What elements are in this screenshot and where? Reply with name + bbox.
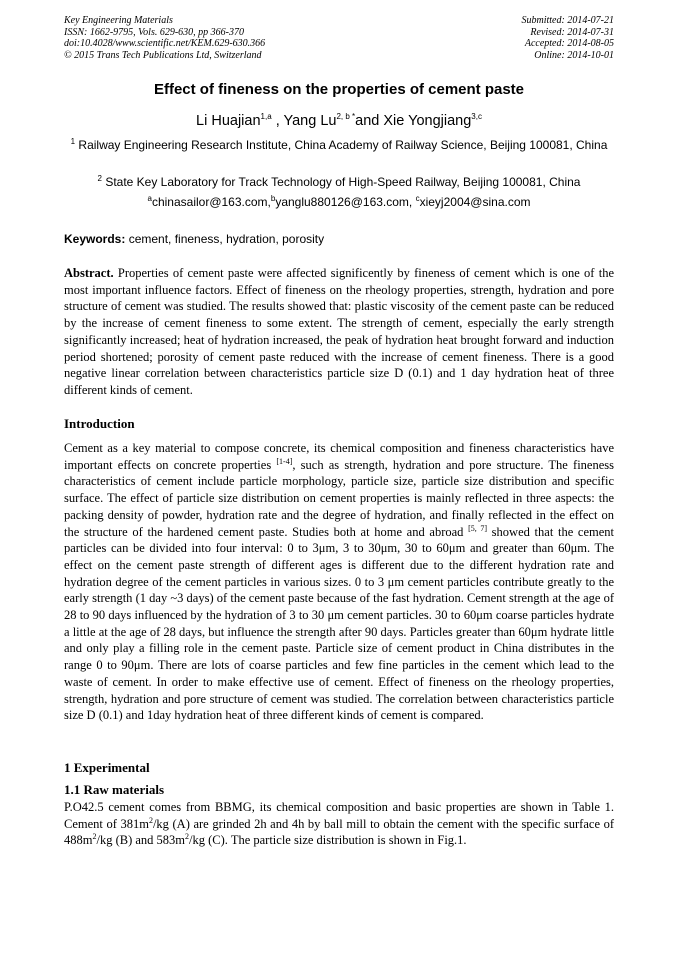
- email-link[interactable]: xieyj2004@sina.com: [419, 195, 531, 209]
- email-marker: a: [147, 194, 152, 203]
- subsection-heading: 1.1 Raw materials: [64, 782, 165, 797]
- raw-materials-text: P.O42.5 cement comes from BBMG, its chemical composition and basic properties are shown in Table 1. Cement of 381m: [64, 800, 614, 831]
- introduction-text: , such as strength, hydration and pore structure. The fineness characteristics of cement include particle morphology, particle size, particle size distribution and specific surface. The effect of particle size distribution on cement properties is mainly reflected in three aspects: the packing density of powder, hydration rate and the degree of hydration, and finally reflected in the effect on the structure of the hardened cement paste. Studies both at home and abroad: [64, 457, 614, 539]
- issn-line: ISSN: 1662-9795, Vols. 629-630, pp 366-370: [64, 26, 244, 38]
- introduction-paragraph: [64, 440, 614, 724]
- email-marker: c: [415, 194, 420, 203]
- abstract-label: Abstract.: [64, 266, 114, 280]
- email-link[interactable]: yanglu880126@163.com,: [275, 195, 416, 209]
- author-separator: ,: [271, 113, 284, 129]
- author-name: Li Huajian: [196, 113, 261, 129]
- section-heading: 1 Experimental: [64, 760, 150, 775]
- citation-link[interactable]: [1-4]: [276, 456, 293, 466]
- introduction-text: showed that the cement particles can be divided into four interval: 0 to 3μm, 3 to 30μm, 30 to 60μm and greater than 60μm. The effect on the cement paste strength of different ages is different due to the different hydration rate and hydration degree of the cement particles in various sizes. 0 to 3 μm cement particles contribute greatly to the early strength (1 day ~3 days) of the cement paste because of the fast hydration. Cement strength at the age of 28 to 90 days influenced by the hydration of 3 to 30 μm cement particles. 30 to 60μm coarse particles hydrate a little at the age of 28 days, but influence the strength after 90 days. Particles greater than 60μm hydrate little and only play a filling role in the cement paste. Particle size of cement product in China distributes in the range 0 to 90μm. There are lots of coarse particles and few fine particles in the cement which lead to the waste of cement. In order to make effective use of cement. Effect of fineness on the rheology properties, strength, hydration and pore structure of cement was studied. The correlation between characteristics particle size D (0.1) and 1day hydration heat of three different kinds of cement is compared.: [64, 524, 615, 723]
- affiliation-1: [64, 137, 614, 153]
- superscript: 2: [185, 832, 190, 842]
- journal-header-left: [64, 15, 265, 61]
- raw-materials-text: /kg (B) and 583m: [96, 833, 186, 848]
- author-affiliation-marker: 2, b *: [336, 112, 356, 122]
- email-marker: b: [270, 194, 276, 203]
- submitted-date: Submitted: 2014-07-21: [521, 15, 614, 26]
- abstract-text: Properties of cement paste were affected significently by fineness of cement which is one of the most important influence factors. Effect of fineness on the rheology properties, strength, hydration and pore structure of cement was studied. The results showed that: plastic viscosity of the cement paste can be reduced by the increase of cement fineness to some extent. The strength of cement, especially the early strength significantly increased; heat of hydration increased, the peak of hydration heat brought forward and induction period shortened; porosity of cement paste reduced with the increase of cement fineness. There is a good negative linear correlation between characteristics particle size D (0.1) and 1 day hydration heat of three different kinds of cement.: [64, 266, 614, 397]
- superscript: 2: [92, 832, 97, 842]
- author-name: Xie Yongjiang: [383, 113, 472, 129]
- keywords-text: cement, fineness, hydration, porosity: [125, 232, 325, 246]
- superscript: 2: [148, 815, 153, 825]
- keywords-label: Keywords:: [64, 232, 126, 246]
- author-emails: [0, 195, 678, 209]
- raw-materials-paragraph: [64, 799, 614, 849]
- journal-header-right: [522, 15, 615, 61]
- doi-line[interactable]: doi:10.4028/www.scientific.net/KEM.629-630.366: [64, 38, 266, 49]
- paper-title: Effect of fineness on the properties of cement paste: [153, 81, 525, 98]
- affiliation-text: State Key Laboratory for Track Technology of High-Speed Railway, Beijing 100081, China: [105, 175, 581, 189]
- affiliation-number: 2: [97, 174, 102, 183]
- keywords-line: [64, 232, 324, 246]
- copyright-line: © 2015 Trans Tech Publications Ltd, Switzerland: [64, 49, 262, 61]
- email-link[interactable]: chinasailor@163.com,: [151, 195, 271, 209]
- online-date: Online: 2014-10-01: [534, 49, 614, 61]
- raw-materials-text: /kg (A) are grinded 2h and 4h by ball mill to obtain the cement with the specific surface of 488m: [64, 816, 614, 848]
- author-affiliation-marker: 3,c: [471, 112, 482, 122]
- raw-materials-text: /kg (C). The particle size distribution is shown in Fig.1.: [189, 833, 467, 848]
- affiliation-text: Railway Engineering Research Institute, China Academy of Railway Science, Beijing 100081, China: [78, 138, 608, 152]
- author-name: Yang Lu: [283, 113, 337, 129]
- revised-date: Revised: 2014-07-31: [530, 26, 614, 38]
- journal-name: Key Engineering Materials: [64, 15, 173, 26]
- abstract-paragraph: [64, 265, 614, 399]
- citation-link[interactable]: [5, 7]: [468, 523, 487, 533]
- affiliation-2: [64, 174, 614, 190]
- accepted-date: Accepted: 2014-08-05: [524, 38, 614, 49]
- author-affiliation-marker: 1,a: [260, 112, 272, 122]
- author-list: [0, 113, 678, 129]
- author-separator: and: [355, 113, 384, 129]
- introduction-text: Cement as a key material to compose concrete, its chemical composition and fineness characteristics have important effects on concrete properties: [64, 441, 614, 472]
- introduction-heading: Introduction: [64, 416, 135, 431]
- affiliation-number: 1: [70, 137, 76, 146]
